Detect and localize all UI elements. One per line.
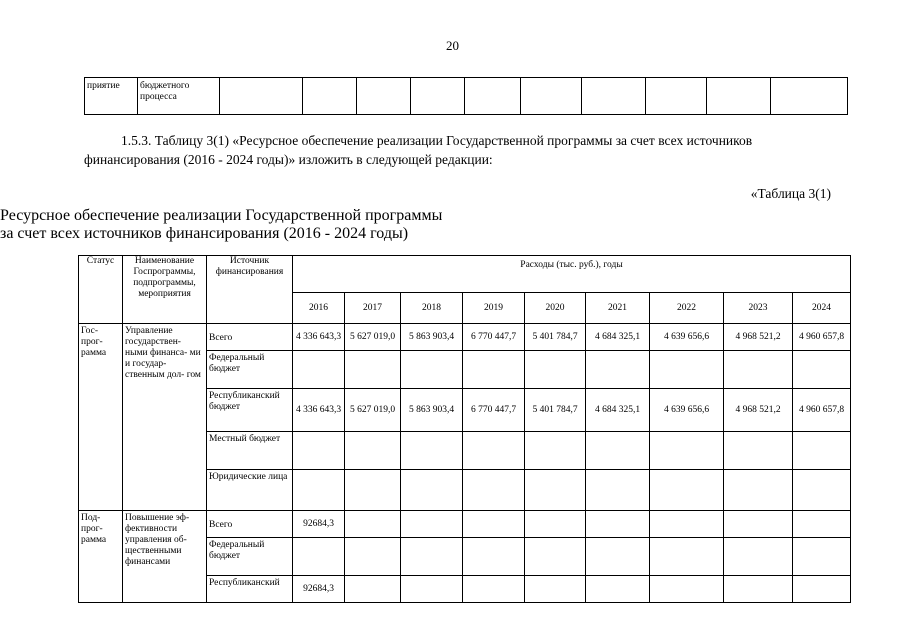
table-cell — [220, 78, 303, 115]
value-cell — [401, 470, 463, 511]
source-cell: Федеральный бюджет — [207, 538, 293, 576]
value-cell — [525, 576, 586, 603]
value-cell — [525, 351, 586, 389]
header-status: Статус — [79, 256, 123, 324]
source-cell: Всего — [207, 511, 293, 538]
value-cell — [401, 511, 463, 538]
value-cell: 5 863 903,4 — [401, 324, 463, 351]
value-cell — [525, 432, 586, 470]
value-cell — [793, 511, 851, 538]
value-cell: 4 684 325,1 — [586, 324, 650, 351]
table-cell: приятие — [85, 78, 138, 115]
value-cell: 4 960 657,8 — [793, 324, 851, 351]
value-cell — [345, 470, 401, 511]
value-cell — [724, 511, 793, 538]
table-cell — [357, 78, 411, 115]
header-year: 2016 — [293, 293, 345, 324]
source-cell: Юридические лица — [207, 470, 293, 511]
previous-table-fragment — [84, 77, 848, 115]
value-cell — [724, 470, 793, 511]
value-cell — [463, 432, 525, 470]
value-cell — [463, 576, 525, 603]
table-cell — [465, 78, 521, 115]
value-cell: 4 336 643,3 — [293, 389, 345, 432]
value-cell: 5 627 019,0 — [345, 324, 401, 351]
value-cell: 4 968 521,2 — [724, 389, 793, 432]
header-year: 2017 — [345, 293, 401, 324]
value-cell: 92684,3 — [293, 511, 345, 538]
value-cell — [293, 432, 345, 470]
value-cell — [525, 470, 586, 511]
value-cell — [293, 351, 345, 389]
value-cell — [345, 511, 401, 538]
value-cell — [525, 511, 586, 538]
value-cell — [793, 470, 851, 511]
value-cell: 4 968 521,2 — [724, 324, 793, 351]
value-cell — [650, 538, 724, 576]
value-cell — [793, 576, 851, 603]
page-number: 20 — [446, 38, 459, 53]
value-cell: 4 639 656,6 — [650, 324, 724, 351]
source-cell: Местный бюджет — [207, 432, 293, 470]
source-cell: Республиканский — [207, 576, 293, 603]
header-expenses: Расходы (тыс. руб.), годы — [293, 256, 851, 293]
table-title-line-1: Ресурсное обеспечение реализации Государственной программы — [0, 207, 443, 224]
value-cell — [650, 511, 724, 538]
value-cell — [401, 576, 463, 603]
value-cell — [463, 511, 525, 538]
value-cell: 5 401 784,7 — [525, 389, 586, 432]
value-cell — [345, 576, 401, 603]
value-cell — [650, 351, 724, 389]
header-name: Наименование Госпрограммы, подпрограммы, мероприятия — [123, 256, 207, 324]
value-cell — [793, 432, 851, 470]
value-cell — [525, 538, 586, 576]
header-year: 2018 — [401, 293, 463, 324]
table-row — [85, 78, 848, 115]
table-label: «Таблица 3(1) — [750, 186, 831, 201]
header-year: 2020 — [525, 293, 586, 324]
value-cell — [793, 351, 851, 389]
header-source: Источник финансирования — [207, 256, 293, 324]
value-cell: 4 639 656,6 — [650, 389, 724, 432]
resource-table — [78, 255, 851, 603]
source-cell: Республиканский бюджет — [207, 389, 293, 432]
paragraph-line-1: 1.5.3. Таблицу 3(1) «Ресурсное обеспечение реализации Государственной программы за счет всех источников — [121, 133, 753, 148]
header-year: 2023 — [724, 293, 793, 324]
table-row — [79, 511, 851, 538]
header-year: 2019 — [463, 293, 525, 324]
value-cell — [401, 432, 463, 470]
table-cell — [411, 78, 465, 115]
value-cell — [401, 538, 463, 576]
value-cell — [586, 576, 650, 603]
value-cell: 4 960 657,8 — [793, 389, 851, 432]
value-cell — [650, 470, 724, 511]
value-cell: 4 336 643,3 — [293, 324, 345, 351]
table-row — [79, 324, 851, 351]
value-cell — [463, 351, 525, 389]
header-year: 2024 — [793, 293, 851, 324]
value-cell — [345, 538, 401, 576]
value-cell: 92684,3 — [293, 576, 345, 603]
table-title-line-2: за счет всех источников финансирования (2016 - 2024 годы) — [0, 225, 409, 242]
value-cell — [293, 470, 345, 511]
subprogram-status: Под- прог- рамма — [79, 511, 123, 603]
table-cell — [646, 78, 707, 115]
table-cell — [521, 78, 582, 115]
value-cell — [724, 432, 793, 470]
value-cell — [345, 351, 401, 389]
program-status: Гос- прог- рамма — [79, 324, 123, 511]
subprogram-name: Повышение эф- фективности управления об- щественными финансами — [123, 511, 207, 603]
value-cell — [586, 538, 650, 576]
table-cell — [707, 78, 771, 115]
value-cell — [724, 351, 793, 389]
paragraph-line-2: финансирования (2016 - 2024 годы)» изложить в следующей редакции: — [84, 152, 493, 167]
value-cell: 4 684 325,1 — [586, 389, 650, 432]
value-cell — [463, 538, 525, 576]
value-cell — [345, 432, 401, 470]
value-cell: 6 770 447,7 — [463, 324, 525, 351]
value-cell — [586, 432, 650, 470]
value-cell — [793, 538, 851, 576]
value-cell: 5 401 784,7 — [525, 324, 586, 351]
header-year: 2022 — [650, 293, 724, 324]
table-cell — [771, 78, 848, 115]
value-cell — [650, 576, 724, 603]
table-cell: бюджетного процесса — [138, 78, 220, 115]
value-cell — [724, 538, 793, 576]
value-cell — [586, 511, 650, 538]
table-cell — [582, 78, 646, 115]
table-cell — [303, 78, 357, 115]
value-cell — [586, 351, 650, 389]
value-cell: 6 770 447,7 — [463, 389, 525, 432]
value-cell — [401, 351, 463, 389]
header-year: 2021 — [586, 293, 650, 324]
source-cell: Всего — [207, 324, 293, 351]
program-name: Управление государствен- ными финанса- ми и государ- ственным дол- гом — [123, 324, 207, 511]
value-cell — [293, 538, 345, 576]
value-cell — [650, 432, 724, 470]
value-cell — [463, 470, 525, 511]
value-cell: 5 627 019,0 — [345, 389, 401, 432]
value-cell — [724, 576, 793, 603]
value-cell: 5 863 903,4 — [401, 389, 463, 432]
value-cell — [586, 470, 650, 511]
header-row — [79, 256, 851, 293]
source-cell: Федеральный бюджет — [207, 351, 293, 389]
